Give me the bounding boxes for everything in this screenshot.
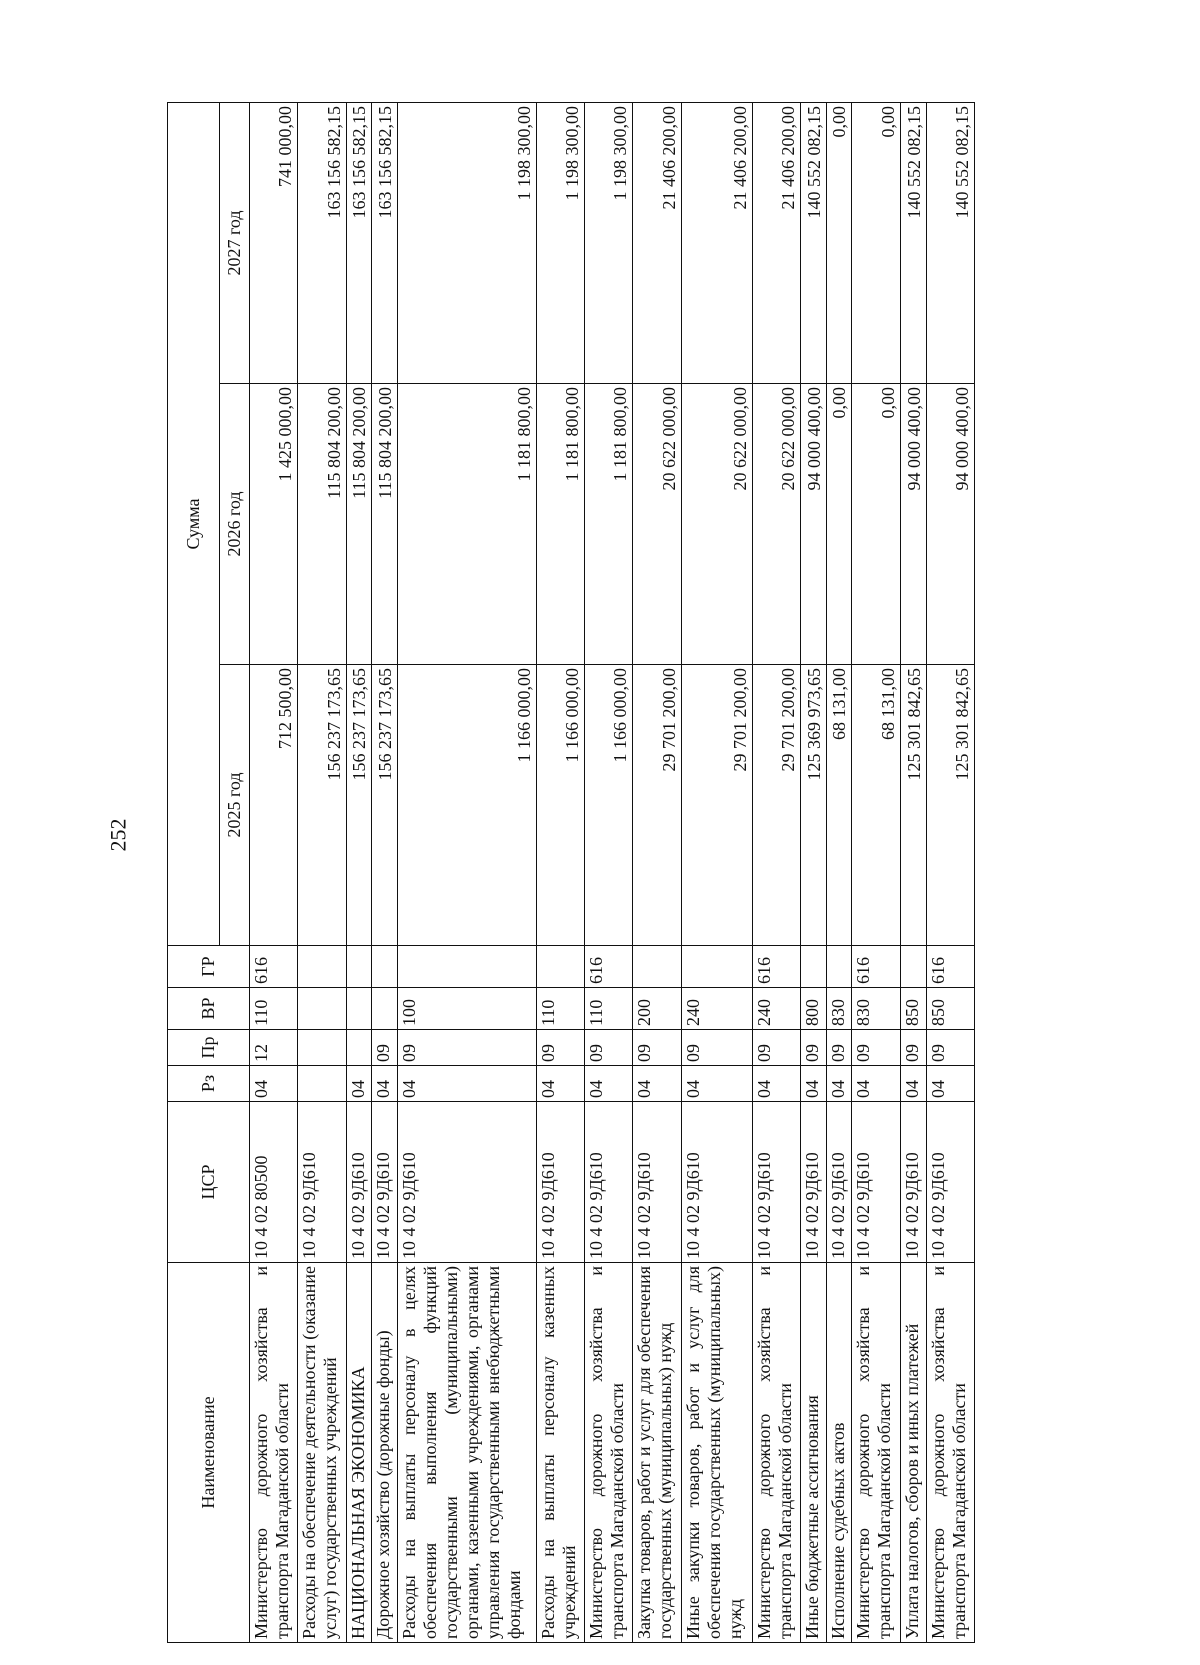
cell-csr: 10 4 02 9Д610: [852, 1102, 900, 1263]
cell-pr: 09: [681, 1030, 752, 1066]
cell-csr: 10 4 02 9Д610: [926, 1102, 974, 1263]
cell-sum-2026: 20 622 000,00: [681, 384, 752, 665]
cell-rz: 04: [752, 1066, 800, 1102]
cell-sum-2025: 29 701 200,00: [681, 665, 752, 946]
cell-rz: 04: [800, 1066, 826, 1102]
cell-vr: 110: [585, 988, 633, 1030]
cell-name: Расходы на обеспечение деятельности (оказание услуг) государственных учреждений: [298, 1263, 346, 1643]
cell-pr: 09: [398, 1030, 537, 1066]
cell-pr: [298, 1030, 346, 1066]
cell-rz: 04: [633, 1066, 681, 1102]
cell-gr: [346, 946, 372, 988]
cell-rz: 04: [250, 1066, 298, 1102]
cell-rz: 04: [900, 1066, 926, 1102]
cell-csr: 10 4 02 9Д610: [633, 1102, 681, 1263]
cell-sum-2027: 140 552 082,15: [926, 102, 974, 383]
table-row: [800, 102, 826, 1642]
cell-vr: 830: [826, 988, 852, 1030]
cell-name: Исполнение судебных актов: [826, 1263, 852, 1643]
cell-pr: [346, 1030, 372, 1066]
cell-gr: 616: [926, 946, 974, 988]
cell-csr: 10 4 02 9Д610: [346, 1102, 372, 1263]
cell-gr: [633, 946, 681, 988]
cell-vr: 110: [536, 988, 584, 1030]
table-row: [585, 102, 633, 1642]
cell-name: Иные закупки товаров, работ и услуг для обеспечения государственных (муниципальных) нужд: [681, 1263, 752, 1643]
cell-gr: 616: [852, 946, 900, 988]
cell-csr: 10 4 02 9Д610: [752, 1102, 800, 1263]
cell-pr: 09: [633, 1030, 681, 1066]
cell-csr: 10 4 02 9Д610: [900, 1102, 926, 1263]
cell-sum-2025: 156 237 173,65: [372, 665, 398, 946]
cell-rz: 04: [398, 1066, 537, 1102]
cell-name: Министерство дорожного хозяйства и транспорта Магаданской области: [250, 1263, 298, 1643]
cell-vr: 850: [926, 988, 974, 1030]
table-row: [372, 102, 398, 1642]
cell-pr: 09: [900, 1030, 926, 1066]
cell-pr: 09: [752, 1030, 800, 1066]
cell-sum-2026: 1 181 800,00: [398, 384, 537, 665]
cell-vr: 800: [800, 988, 826, 1030]
cell-pr: 09: [826, 1030, 852, 1066]
header-pr: Пр: [168, 1030, 250, 1066]
cell-vr: [346, 988, 372, 1030]
cell-sum-2026: 94 000 400,00: [926, 384, 974, 665]
table-row: [900, 102, 926, 1642]
cell-gr: [398, 946, 537, 988]
cell-name: Расходы на выплаты персоналу в целях обеспечения выполнения функций государственными (муниципальными) органами, казенными учреждениями, органами управления государственными внебюджетными фондами: [398, 1263, 537, 1643]
cell-pr: 09: [372, 1030, 398, 1066]
cell-sum-2026: 1 181 800,00: [536, 384, 584, 665]
cell-name: НАЦИОНАЛЬНАЯ ЭКОНОМИКА: [346, 1263, 372, 1643]
cell-name: Министерство дорожного хозяйства и транспорта Магаданской области: [926, 1263, 974, 1643]
cell-sum-2027: 0,00: [826, 102, 852, 383]
cell-sum-2026: 115 804 200,00: [372, 384, 398, 665]
cell-sum-2025: 1 166 000,00: [536, 665, 584, 946]
table-row: [752, 102, 800, 1642]
cell-sum-2026: 1 425 000,00: [250, 384, 298, 665]
cell-vr: [372, 988, 398, 1030]
cell-rz: 04: [826, 1066, 852, 1102]
cell-vr: 830: [852, 988, 900, 1030]
budget-table-container: [167, 103, 975, 1643]
cell-vr: 850: [900, 988, 926, 1030]
table-row: [346, 102, 372, 1642]
cell-csr: 10 4 02 80500: [250, 1102, 298, 1263]
cell-pr: 12: [250, 1030, 298, 1066]
table-row: [398, 102, 537, 1642]
cell-name: Иные бюджетные ассигнования: [800, 1263, 826, 1643]
cell-rz: 04: [681, 1066, 752, 1102]
page-number: [98, 810, 138, 860]
table-row: [298, 102, 346, 1642]
header-vr: ВР: [168, 988, 250, 1030]
cell-vr: 200: [633, 988, 681, 1030]
cell-sum-2025: 156 237 173,65: [346, 665, 372, 946]
cell-sum-2027: 0,00: [852, 102, 900, 383]
cell-vr: 100: [398, 988, 537, 1030]
cell-gr: [372, 946, 398, 988]
cell-csr: 10 4 02 9Д610: [585, 1102, 633, 1263]
cell-vr: 110: [250, 988, 298, 1030]
cell-rz: 04: [346, 1066, 372, 1102]
cell-sum-2027: 741 000,00: [250, 102, 298, 383]
cell-sum-2026: 94 000 400,00: [800, 384, 826, 665]
table-row: [536, 102, 584, 1642]
cell-sum-2025: 1 166 000,00: [585, 665, 633, 946]
table-body: [250, 102, 975, 1642]
header-rz: Рз: [168, 1066, 250, 1102]
cell-sum-2025: 125 369 973,65: [800, 665, 826, 946]
cell-name: Закупка товаров, работ и услуг для обеспечения государственных (муниципальных) нужд: [633, 1263, 681, 1643]
cell-gr: [900, 946, 926, 988]
cell-sum-2026: 0,00: [852, 384, 900, 665]
cell-sum-2026: 20 622 000,00: [752, 384, 800, 665]
header-year-2025: 2025 год: [220, 665, 250, 946]
cell-csr: 10 4 02 9Д610: [298, 1102, 346, 1263]
cell-sum-2026: 115 804 200,00: [346, 384, 372, 665]
header-name: Наименование: [168, 1263, 250, 1643]
cell-sum-2027: 1 198 300,00: [585, 102, 633, 383]
cell-gr: 616: [585, 946, 633, 988]
table-row: [681, 102, 752, 1642]
cell-name: Министерство дорожного хозяйства и транспорта Магаданской области: [585, 1263, 633, 1643]
header-year-2027: 2027 год: [220, 102, 250, 383]
table-row: [250, 102, 298, 1642]
cell-pr: 09: [536, 1030, 584, 1066]
cell-sum-2027: 163 156 582,15: [372, 102, 398, 383]
budget-table: [167, 102, 975, 1643]
cell-name: Дорожное хозяйство (дорожные фонды): [372, 1263, 398, 1643]
header-csr: ЦСР: [168, 1102, 250, 1263]
cell-sum-2027: 21 406 200,00: [681, 102, 752, 383]
cell-gr: [536, 946, 584, 988]
cell-sum-2025: 29 701 200,00: [633, 665, 681, 946]
cell-sum-2027: 140 552 082,15: [900, 102, 926, 383]
cell-sum-2026: 94 000 400,00: [900, 384, 926, 665]
cell-csr: 10 4 02 9Д610: [536, 1102, 584, 1263]
cell-sum-2025: 1 166 000,00: [398, 665, 537, 946]
cell-rz: [298, 1066, 346, 1102]
header-sum: Сумма: [168, 102, 220, 945]
cell-sum-2027: 21 406 200,00: [752, 102, 800, 383]
cell-vr: 240: [681, 988, 752, 1030]
cell-gr: [826, 946, 852, 988]
cell-csr: 10 4 02 9Д610: [826, 1102, 852, 1263]
cell-gr: 616: [752, 946, 800, 988]
cell-sum-2026: 1 181 800,00: [585, 384, 633, 665]
cell-sum-2026: 20 622 000,00: [633, 384, 681, 665]
cell-vr: [298, 988, 346, 1030]
cell-sum-2026: 115 804 200,00: [298, 384, 346, 665]
cell-sum-2025: 125 301 842,65: [926, 665, 974, 946]
cell-gr: 616: [250, 946, 298, 988]
header-gr: ГР: [168, 946, 250, 988]
cell-sum-2025: 156 237 173,65: [298, 665, 346, 946]
table-row: [633, 102, 681, 1642]
cell-rz: 04: [585, 1066, 633, 1102]
table-header: [168, 102, 250, 1642]
cell-sum-2027: 163 156 582,15: [346, 102, 372, 383]
cell-gr: [681, 946, 752, 988]
table-row: [926, 102, 974, 1642]
cell-sum-2025: 29 701 200,00: [752, 665, 800, 946]
cell-name: Уплата налогов, сборов и иных платежей: [900, 1263, 926, 1643]
cell-csr: 10 4 02 9Д610: [681, 1102, 752, 1263]
table-row: [826, 102, 852, 1642]
cell-pr: 09: [852, 1030, 900, 1066]
cell-sum-2027: 21 406 200,00: [633, 102, 681, 383]
cell-sum-2026: 0,00: [826, 384, 852, 665]
cell-name: Министерство дорожного хозяйства и транспорта Магаданской области: [852, 1263, 900, 1643]
cell-csr: 10 4 02 9Д610: [372, 1102, 398, 1263]
cell-csr: 10 4 02 9Д610: [800, 1102, 826, 1263]
cell-sum-2027: 140 552 082,15: [800, 102, 826, 383]
cell-name: Расходы на выплаты персоналу казенных учреждений: [536, 1263, 584, 1643]
cell-rz: 04: [372, 1066, 398, 1102]
cell-sum-2025: 68 131,00: [826, 665, 852, 946]
header-year-2026: 2026 год: [220, 384, 250, 665]
cell-sum-2025: 712 500,00: [250, 665, 298, 946]
cell-rz: 04: [852, 1066, 900, 1102]
cell-name: Министерство дорожного хозяйства и транспорта Магаданской области: [752, 1263, 800, 1643]
cell-sum-2025: 125 301 842,65: [900, 665, 926, 946]
cell-rz: 04: [536, 1066, 584, 1102]
page-number-text: 252: [105, 818, 130, 852]
cell-gr: [800, 946, 826, 988]
cell-pr: 09: [800, 1030, 826, 1066]
table-row: [852, 102, 900, 1642]
cell-gr: [298, 946, 346, 988]
cell-pr: 09: [585, 1030, 633, 1066]
cell-pr: 09: [926, 1030, 974, 1066]
cell-rz: 04: [926, 1066, 974, 1102]
cell-sum-2027: 1 198 300,00: [398, 102, 537, 383]
cell-csr: 10 4 02 9Д610: [398, 1102, 537, 1263]
cell-sum-2027: 163 156 582,15: [298, 102, 346, 383]
cell-sum-2025: 68 131,00: [852, 665, 900, 946]
cell-sum-2027: 1 198 300,00: [536, 102, 584, 383]
cell-vr: 240: [752, 988, 800, 1030]
